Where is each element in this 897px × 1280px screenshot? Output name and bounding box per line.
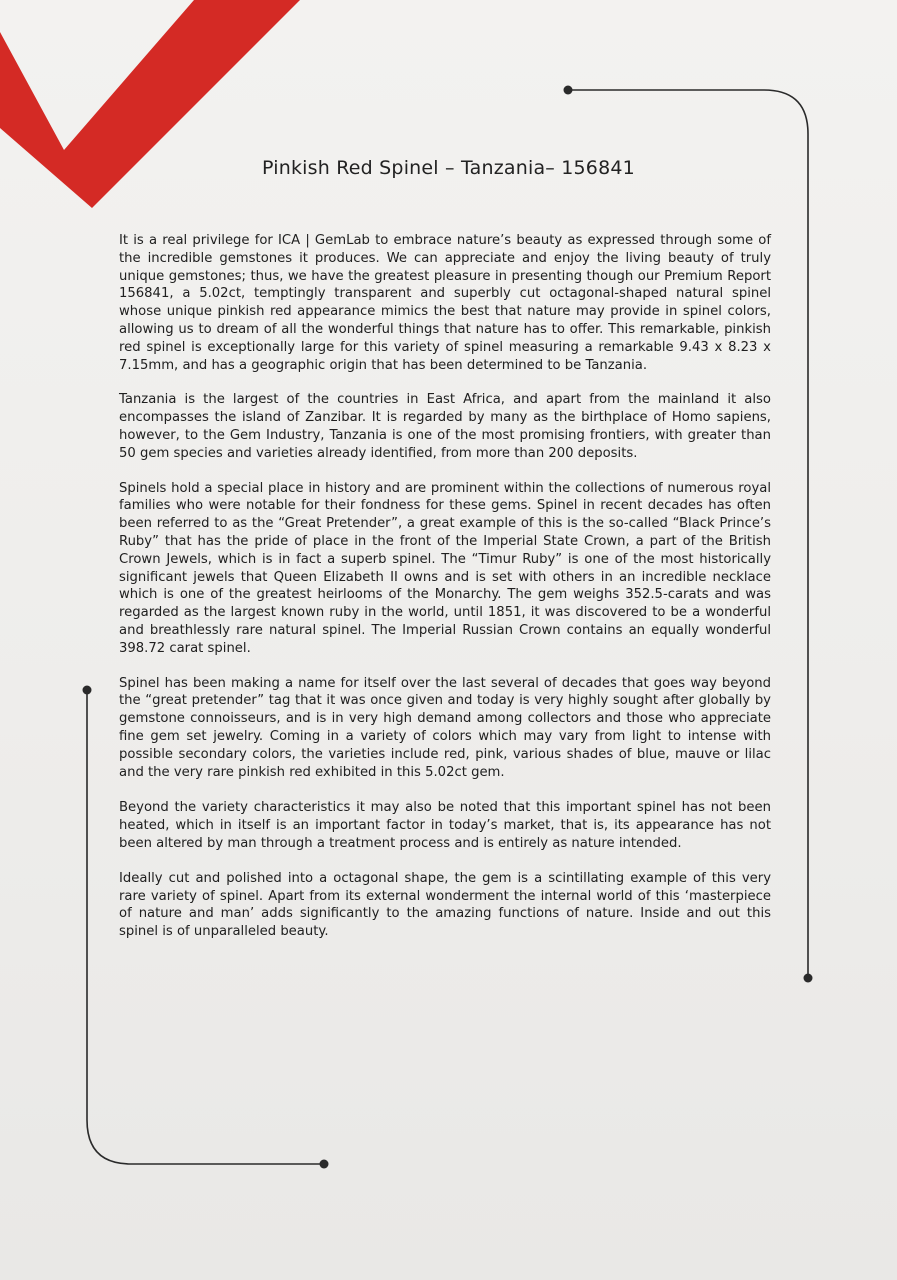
report-title-text: Pinkish Red Spinel – Tanzania– 156841 bbox=[262, 157, 635, 179]
report-title bbox=[0, 157, 897, 179]
paragraph-tanzania: Tanzania is the largest of the countries in East Africa, and apart from the mainland it also encompasses the island of Zanzibar. It is regarded by many as the birthplace of Homo sapiens, however, to the Gem Industry, Tanzania is one of the most promising frontiers, with greater than 50 gem species and varieties already identified, from more than 200 deposits. bbox=[119, 392, 771, 461]
paragraph-intro: It is a real privilege for ICA | GemLab to embrace nature’s beauty as expressed through some of the incredible gemstones it produces. We can appreciate and enjoy the living beauty of truly unique gemstones; thus, we have the greatest pleasure in presenting though our Premium Report 156841, a 5.02ct, temptingly transparent and superbly cut octagonal-shaped natural spinel whose unique pinkish red appearance mimics the best that nature may provide in spinel colors, allowing us to dream of all the wonderful things that nature has to offer. This remarkable, pinkish red spinel is exceptionally large for this variety of spinel measuring a remarkable 9.43 x 8.23 x 7.15mm, and has a geographic origin that has been determined to be Tanzania. bbox=[119, 233, 771, 373]
paragraph-market: Spinel has been making a name for itself over the last several of decades that goes way beyond the “great pretender” tag that it was once given and today is very highly sought after globally by gemstone connoisseurs, and is in very high demand among collectors and those who appreciate fine gem set jewelry. Coming in a variety of colors which may vary from light to intense with possible secondary colors, the varieties include red, pink, various shades of blue, mauve or lilac and the very rare pinkish red exhibited in this 5.02ct gem. bbox=[119, 675, 771, 780]
frame-dot-bottom bbox=[320, 1160, 329, 1169]
report-body bbox=[119, 232, 771, 959]
frame-dot-right bbox=[804, 974, 813, 983]
frame-dot-top bbox=[564, 86, 573, 95]
paragraph-history: Spinels hold a special place in history and are prominent within the collections of numerous royal families who were notable for their fondness for these gems. Spinel in recent decades has often been referred to as the “Great Pretender”, a great example of this is the so-called “Black Prince’s Ruby” that has the pride of place in the front of the Imperial State Crown, a part of the British Crown Jewels, which is in fact a superb spinel. The “Timur Ruby” is one of the most historically significant jewels that Queen Elizabeth II owns and is set with others in an incredible necklace which is one of the greatest heirlooms of the Monarchy. The gem weighs 352.5-carats and was regarded as the largest known ruby in the world, until 1851, it was discovered to be a wonderful and breathlessly rare natural spinel. The Imperial Russian Crown contains an equally wonderful 398.72 carat spinel. bbox=[119, 480, 771, 656]
frame-dot-left bbox=[83, 686, 92, 695]
paragraph-cut: Ideally cut and polished into a octagonal shape, the gem is a scintillating example of this very rare variety of spinel. Apart from its external wonderment the internal world of this ‘masterpiece of nature and man’ adds significantly to the amazing functions of nature. Inside and out this spinel is of unparalleled beauty. bbox=[119, 870, 771, 940]
paragraph-treatment: Beyond the variety characteristics it may also be noted that this important spinel has not been heated, which in itself is an important factor in today’s market, that is, its appearance has not been altered by man through a treatment process and is entirely as nature intended. bbox=[119, 800, 771, 851]
